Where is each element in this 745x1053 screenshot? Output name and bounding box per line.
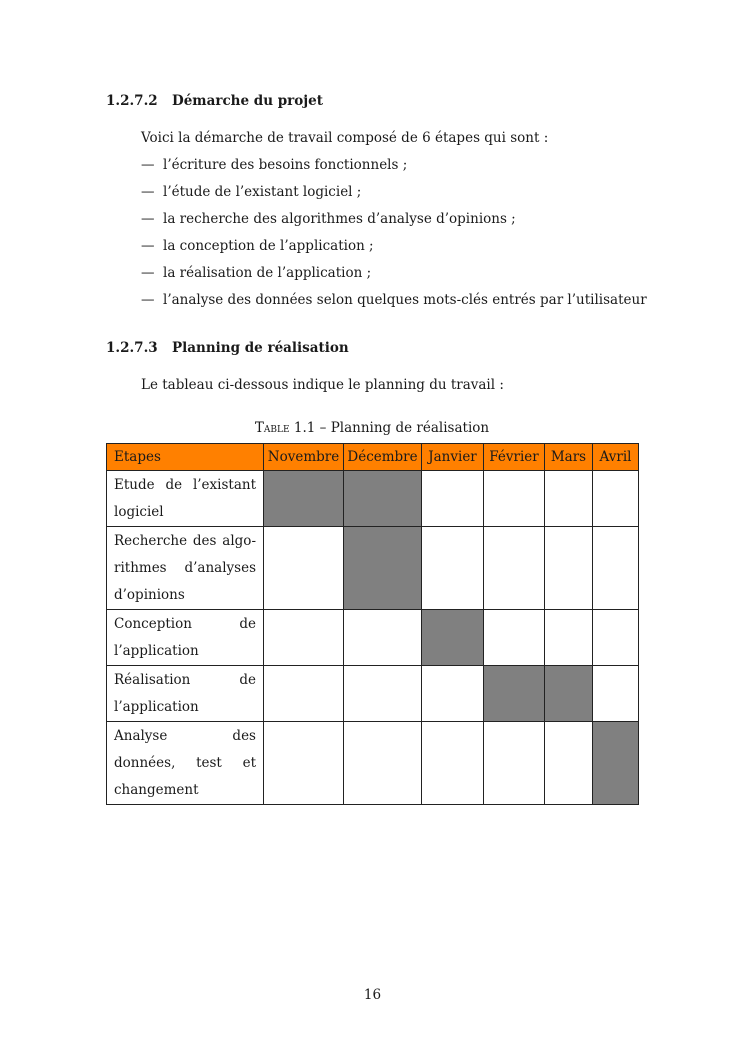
table-row — [107, 527, 639, 610]
schedule-cell-empty — [484, 471, 545, 527]
schedule-cell-filled — [422, 610, 484, 666]
table-row — [107, 722, 639, 805]
step-bullet: — — [141, 292, 155, 308]
step-bullet: — — [141, 184, 155, 200]
schedule-cell-filled — [545, 666, 593, 722]
section-title: Planning de réalisation — [172, 340, 349, 356]
schedule-cell-empty — [484, 722, 545, 805]
schedule-cell-empty — [422, 471, 484, 527]
step-item — [141, 290, 647, 317]
step-text: la réalisation de l’application ; — [163, 265, 372, 281]
step-text: la conception de l’application ; — [163, 238, 374, 254]
caption-text: Planning de réalisation — [330, 420, 490, 436]
header-cell-month: Décembre — [344, 444, 422, 471]
task-cell: Analyse des données, test et changement — [107, 722, 264, 805]
task-cell: Etude de l’existant logiciel — [107, 471, 264, 527]
header-cell-month: Février — [484, 444, 545, 471]
schedule-cell-empty — [545, 471, 593, 527]
section-number: 1.2.7.3 — [106, 340, 158, 356]
section-heading-planning — [106, 340, 349, 356]
schedule-cell-empty — [264, 527, 344, 610]
header-cell-month: Mars — [545, 444, 593, 471]
step-item — [141, 236, 647, 263]
schedule-cell-empty — [422, 666, 484, 722]
step-bullet: — — [141, 157, 155, 173]
step-text: l’étude de l’existant logiciel ; — [163, 184, 362, 200]
step-text: l’analyse des données selon quelques mots-clés entrés par l’utilisateur — [163, 292, 647, 308]
schedule-cell-empty — [264, 722, 344, 805]
caption-label: Table 1.1 — [254, 420, 316, 436]
schedule-cell-empty — [593, 527, 639, 610]
page-number: 16 — [363, 987, 382, 1003]
schedule-cell-empty — [422, 527, 484, 610]
schedule-cell-empty — [344, 610, 422, 666]
table-row — [107, 610, 639, 666]
schedule-cell-filled — [344, 527, 422, 610]
step-text: l’écriture des besoins fonctionnels ; — [163, 157, 408, 173]
schedule-cell-empty — [593, 610, 639, 666]
step-item — [141, 263, 647, 290]
header-cell-month: Novembre — [264, 444, 344, 471]
schedule-cell-empty — [484, 527, 545, 610]
table-row — [107, 471, 639, 527]
schedule-cell-empty — [484, 610, 545, 666]
schedule-cell-filled — [484, 666, 545, 722]
schedule-cell-empty — [593, 666, 639, 722]
task-cell: Réalisation de l’application — [107, 666, 264, 722]
header-cell-month: Janvier — [422, 444, 484, 471]
step-text: la recherche des algorithmes d’analyse d’opinions ; — [163, 211, 516, 227]
table-intro-paragraph: Le tableau ci-dessous indique le planning du travail : — [141, 377, 504, 393]
intro-paragraph: Voici la démarche de travail composé de 6 étapes qui sont : — [141, 130, 549, 146]
planning-table — [106, 443, 639, 805]
schedule-cell-empty — [264, 610, 344, 666]
step-item — [141, 182, 647, 209]
schedule-cell-empty — [344, 722, 422, 805]
section-number: 1.2.7.2 — [106, 93, 158, 109]
step-item — [141, 155, 647, 182]
schedule-cell-empty — [264, 666, 344, 722]
schedule-cell-empty — [593, 471, 639, 527]
schedule-cell-empty — [422, 722, 484, 805]
step-bullet: — — [141, 265, 155, 281]
steps-list — [141, 155, 647, 317]
task-cell: Conception de l’application — [107, 610, 264, 666]
header-cell-month: Avril — [593, 444, 639, 471]
header-cell-etapes: Etapes — [107, 444, 264, 471]
step-bullet: — — [141, 211, 155, 227]
schedule-cell-filled — [264, 471, 344, 527]
section-title: Démarche du projet — [172, 93, 323, 109]
table-header-row — [107, 444, 639, 471]
table-row — [107, 666, 639, 722]
section-heading-demarche — [106, 93, 323, 109]
schedule-cell-empty — [545, 527, 593, 610]
schedule-cell-empty — [344, 666, 422, 722]
schedule-cell-empty — [545, 722, 593, 805]
step-bullet: — — [141, 238, 155, 254]
caption-separator: – — [319, 420, 327, 436]
schedule-cell-filled — [593, 722, 639, 805]
task-cell: Recherche des algorithmes d’analyses d’opinions — [107, 527, 264, 610]
step-item — [141, 209, 647, 236]
table-caption — [106, 420, 638, 436]
schedule-cell-filled — [344, 471, 422, 527]
schedule-cell-empty — [545, 610, 593, 666]
